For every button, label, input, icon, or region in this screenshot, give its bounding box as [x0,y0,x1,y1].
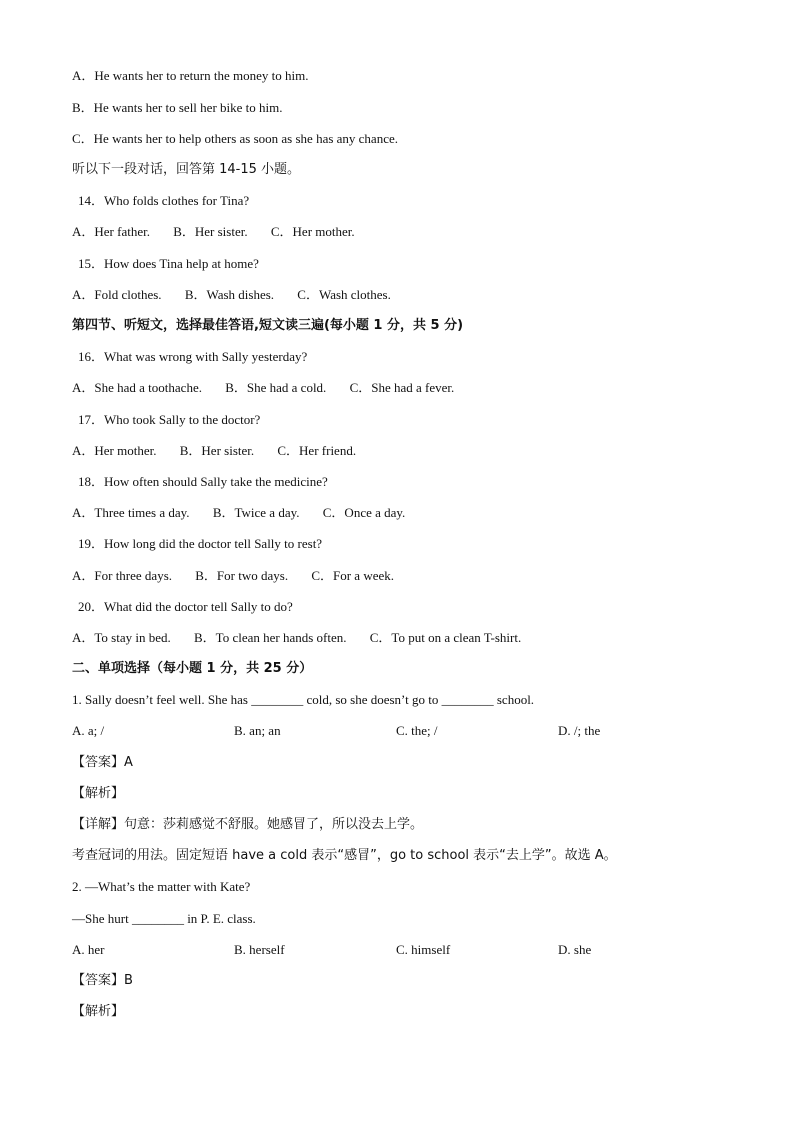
section4-heading: 第四节、听短文，选择最佳答语,短文读三遍(每小题 1 分，共 5 分) [72,318,464,333]
q18-option-a: A．Three times a day. [72,505,190,520]
q16-option-b: B．She had a cold. [225,380,327,395]
q15-option-b: B．Wash dishes. [184,287,275,302]
q17-option-a: A．Her mother. [72,443,157,458]
q16-options [72,380,454,396]
q15-stem: 15．How does Tina help at home? [78,256,259,271]
q16-option-a: A．She had a toothache. [72,380,202,395]
q17-options [72,443,356,459]
mc1-option-a: A. a; / [72,723,105,738]
q16-stem: 16．What was wrong with Sally yesterday? [78,349,308,364]
q13-option-a: A．He wants her to return the money to him. [72,68,309,83]
q18-option-c: C．Once a day. [322,505,406,520]
q15-options [72,287,391,303]
q19-option-c: C．For a week. [311,568,395,583]
q14-options [72,224,355,240]
mc1-options [72,723,632,739]
q13-option-c: C．He wants her to help others as soon as she has any chance. [72,131,398,146]
q18-stem: 18．How often should Sally take the medicine? [78,474,328,489]
q17-stem: 17．Who took Sally to the doctor? [78,412,261,427]
mc2-option-a: A. her [72,942,105,957]
q20-option-b: B．To clean her hands often. [194,630,347,645]
part2-heading: 二、单项选择（每小题 1 分，共 25 分） [72,661,313,676]
mc1-option-d: D. /; the [558,723,601,738]
q17-option-b: B．Her sister. [179,443,255,458]
q14-option-b: B．Her sister. [173,224,248,239]
q19-option-b: B．For two days. [195,568,289,583]
q14-option-c: C．Her mother. [270,224,355,239]
mc1-detail: 【详解】句意：莎莉感觉不舒服。她感冒了，所以没去上学。 [72,817,424,832]
q15-option-a: A．Fold clothes. [72,287,162,302]
mc2-stem-line-2: —She hurt ________ in P. E. class. [72,911,256,926]
mc1-option-c: C. the; / [396,723,438,738]
mc1-stem: 1. Sally doesn’t feel well. She has ________ cold, so she doesn’t go to ________ school. [72,692,535,707]
mc2-options [72,942,632,958]
q14-stem: 14．Who folds clothes for Tina? [78,193,250,208]
q14-option-a: A．Her father. [72,224,150,239]
q20-option-a: A．To stay in bed. [72,630,171,645]
mc2-option-d: D. she [558,942,592,957]
q18-options [72,505,405,521]
mc2-analysis-label: 【解析】 [72,1004,125,1019]
q13-option-b: B．He wants her to sell her bike to him. [72,100,283,115]
dialogue-intro: 听以下一段对话，回答第 14-15 小题。 [72,162,301,177]
q17-option-c: C．Her friend. [277,443,357,458]
q20-option-c: C．To put on a clean T-shirt. [369,630,522,645]
q16-option-c: C．She had a fever. [349,380,455,395]
mc2-answer: 【答案】B [72,973,133,988]
mc1-analysis-label: 【解析】 [72,786,125,801]
q18-option-b: B．Twice a day. [212,505,300,520]
q15-option-c: C．Wash clothes. [297,287,391,302]
mc2-stem-line-1: 2. —What’s the matter with Kate? [72,879,251,894]
q19-options [72,568,394,584]
q19-option-a: A．For three days. [72,568,173,583]
mc2-option-b: B. herself [234,942,285,957]
mc1-answer: 【答案】A [72,755,133,770]
q19-stem: 19．How long did the doctor tell Sally to rest? [78,536,323,551]
mc1-option-b: B. an; an [234,723,281,738]
mc1-explanation: 考查冠词的用法。固定短语 have a cold 表示“感冒”，go to school 表示“去上学”。故选 A。 [72,848,617,863]
q20-options [72,630,521,646]
mc2-option-c: C. himself [396,942,451,957]
q20-stem: 20．What did the doctor tell Sally to do? [78,599,293,614]
